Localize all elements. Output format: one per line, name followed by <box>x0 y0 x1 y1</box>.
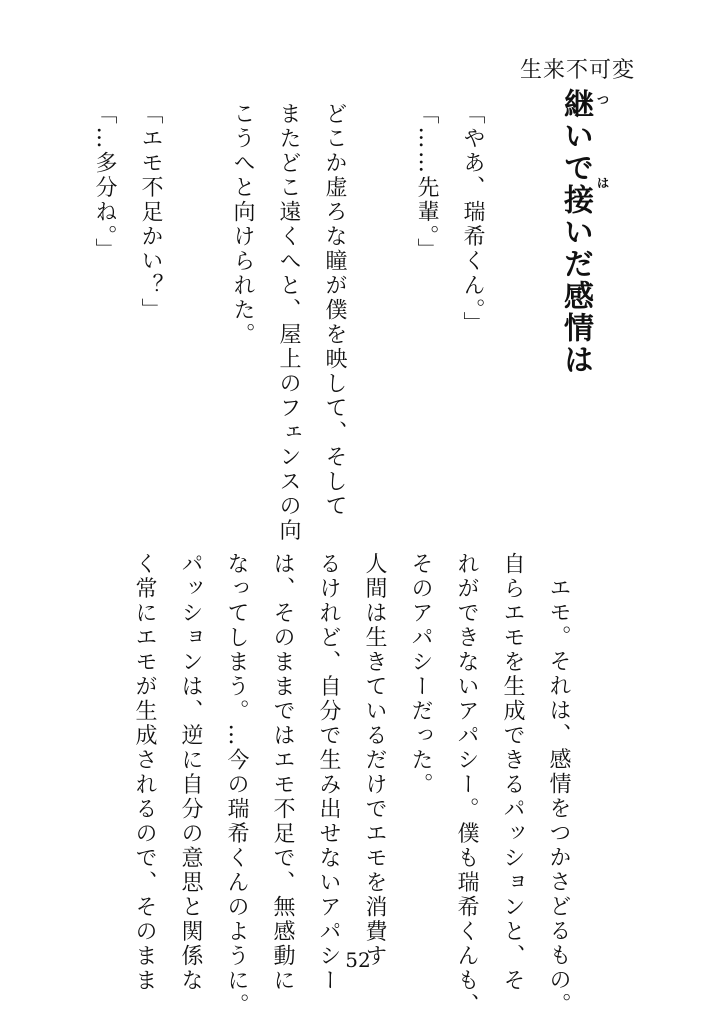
narration-line: なってしまう。…今の瑞希くんのように。 <box>224 552 249 1018</box>
chapter-title: 継いで接いだ感情は <box>558 88 593 376</box>
ruby-tsu: つ <box>597 93 610 107</box>
running-header: 生来不可変 <box>520 58 636 83</box>
ruby-ha: は <box>597 176 610 190</box>
narration-line: そのアパシーだった。 <box>408 552 433 797</box>
narration-line: 自らエモを生成できるパッションと、そ <box>500 552 525 993</box>
narration-line: 人間は生きているだけでエモを消費す <box>362 552 387 969</box>
dialogue-line: 「エモ不足かい？」 <box>138 102 163 323</box>
narration-line: く常にエモが生成されるので、そのまま <box>132 552 157 993</box>
narration-line: は、そのままではエモ不足で、無感動に <box>270 552 295 993</box>
dialogue-line: 「……先輩。」 <box>414 102 439 263</box>
narration-line: エモ。それは、感情をつかさどるもの。 <box>546 576 571 1017</box>
dialogue-line: 「…多分ね。」 <box>92 102 117 263</box>
narration-line: パッションは、逆に自分の意思と関係な <box>178 552 203 993</box>
dialogue-line: 「やあ、瑞希くん。」 <box>460 102 485 336</box>
narration-line: またどこ遠くへと、屋上のフェンスの向 <box>276 102 301 543</box>
narration-line: れができないアパシー。僕も瑞希くんも、 <box>454 552 479 1018</box>
narration-line: るけれど、自分で生み出せないアパシー <box>316 552 341 993</box>
narration-line: こうへと向けられた。 <box>230 102 255 347</box>
narration-line: どこか虚ろな瞳が僕を映して、そして <box>322 102 347 519</box>
page-number: 52 <box>345 948 371 972</box>
